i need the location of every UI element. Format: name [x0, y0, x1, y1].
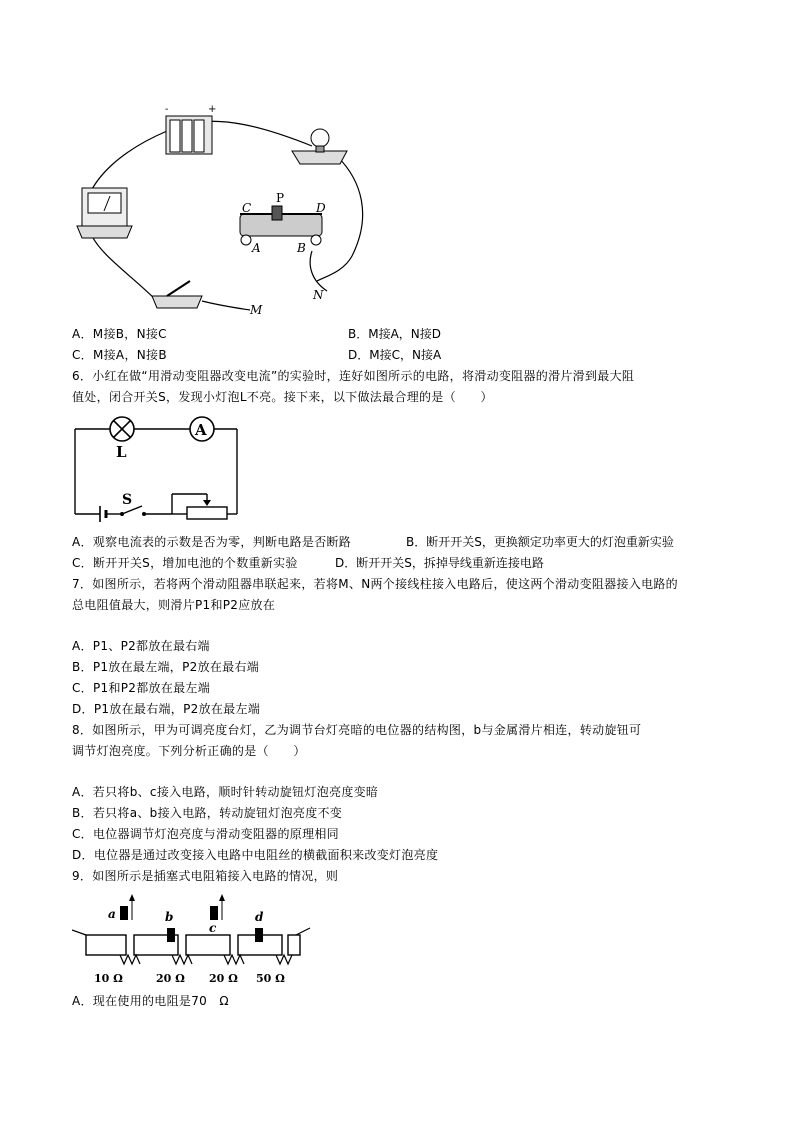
q8-option-b: B．若只将a、b接入电路，转动旋钮灯泡亮度不变 — [72, 806, 343, 820]
q6-stem-line1: 6．小红在做“用滑动变阻器改变电流”的实验时，连好如图所示的电路，将滑动变阻器的滑片滑到最大阻 — [72, 369, 635, 383]
q6-option-d: D．断开开关S，拆掉导线重新连接电路 — [335, 556, 544, 570]
q6-option-a: A．观察电流表的示数是否为零，判断电路是否断路 — [72, 535, 352, 549]
q5-option-a: A．M接B，N接C — [72, 327, 167, 341]
terminal-b-label: B — [297, 241, 306, 255]
switch-label: S — [122, 492, 133, 508]
q5-circuit-figure — [72, 96, 372, 321]
q8-stem-line2: 调节灯泡亮度。下列分析正确的是（ ） — [72, 744, 306, 758]
q6-option-c: C．断开开关S，增加电池的个数重新实验 — [72, 556, 298, 570]
q5-option-d: D．M接C，N接A — [348, 348, 442, 362]
resistor-2-label: 20 Ω — [156, 972, 185, 985]
resistor-1-label: 10 Ω — [94, 972, 123, 985]
q8-option-c: C．电位器调节灯泡亮度与滑动变阻器的原理相同 — [72, 827, 339, 841]
terminal-c-label: C — [242, 201, 252, 215]
plug-a-label: a — [108, 907, 116, 921]
resistor-4-label: 50 Ω — [256, 972, 285, 985]
q7-option-a: A．P1、P2都放在最右端 — [72, 639, 210, 653]
q7-option-b: B．P1放在最左端，P2放在最右端 — [72, 660, 260, 674]
wire-m-label: M — [250, 303, 263, 317]
q8-stem-line1: 8．如图所示，甲为可调亮度台灯，乙为调节台灯亮暗的电位器的结构图，b与金属滑片相连，转动旋钮可 — [72, 723, 642, 737]
q7-stem-line1: 7．如图所示，若将两个滑动阻器串联起来，若将M、N两个接线柱接入电路后，使这两个滑动变阻器接入电路的 — [72, 577, 678, 591]
ammeter-label: A — [195, 421, 207, 439]
q7-option-c: C．P1和P2都放在最左端 — [72, 681, 211, 695]
q5-option-b: B．M接A，N接D — [348, 327, 442, 341]
terminal-a-label: A — [252, 241, 261, 255]
plug-b-label: b — [165, 910, 174, 924]
q8-option-d: D．电位器是通过改变接入电路中电阻丝的横截面积来改变灯泡亮度 — [72, 848, 439, 862]
slider-p-label: P — [276, 191, 285, 205]
q7-stem-line2: 总电阻值最大，则滑片P1和P2应放在 — [72, 598, 276, 612]
q8-option-a: A．若只将b、c接入电路，顺时针转动旋钮灯泡亮度变暗 — [72, 785, 379, 799]
wire-n-label: N — [313, 288, 324, 302]
battery-plus-label: + — [208, 104, 217, 115]
resistor-3-label: 20 Ω — [209, 972, 238, 985]
q6-circuit-figure — [72, 412, 242, 527]
lamp-label: L — [116, 443, 127, 461]
q7-option-d: D．P1放在最右端，P2放在最左端 — [72, 702, 261, 716]
q9-option-a: A．现在使用的电阻是70 Ω — [72, 994, 229, 1008]
plug-c-label: c — [209, 921, 217, 935]
battery-minus-label: - — [165, 104, 169, 115]
q5-option-c: C．M接A，N接B — [72, 348, 167, 362]
plug-d-label: d — [255, 910, 264, 924]
terminal-d-label: D — [316, 201, 326, 215]
q9-stem: 9．如图所示是插塞式电阻箱接入电路的情况，则 — [72, 869, 339, 883]
q6-option-b: B．断开开关S，更换额定功率更大的灯泡重新实验 — [406, 535, 674, 549]
q9-resistance-box-figure — [72, 888, 312, 988]
q6-stem-line2: 值处，闭合开关S，发现小灯泡L不亮。接下来，以下做法最合理的是（ ） — [72, 390, 493, 404]
